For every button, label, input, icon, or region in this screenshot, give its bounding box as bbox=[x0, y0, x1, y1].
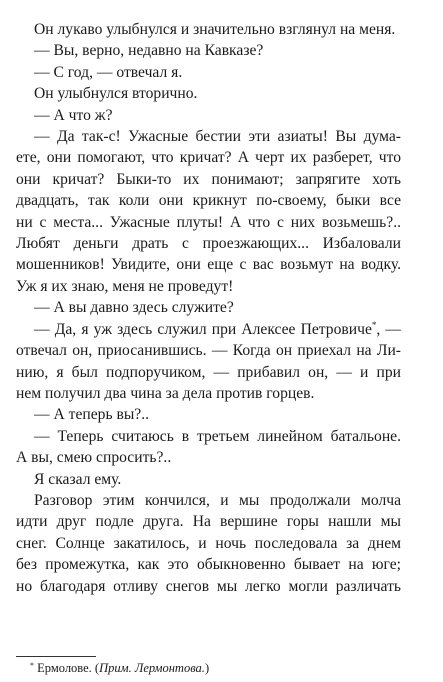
footnote bbox=[30, 661, 209, 676]
text-line bbox=[16, 319, 401, 340]
text-line: — А вы давно здесь служите? bbox=[34, 299, 234, 317]
text-line: снег. Солнце закатилось, и ночь последовала за днем bbox=[16, 534, 401, 552]
text-line: — А что ж? bbox=[34, 106, 113, 124]
text-line: отвечал он, приосанившись. — Когда он приехал на Ли- bbox=[16, 342, 401, 360]
paragraph bbox=[16, 490, 401, 597]
paragraph bbox=[16, 126, 401, 297]
text-line: нем получил два чина за дела против горцев. bbox=[16, 384, 315, 402]
paragraph bbox=[16, 83, 401, 104]
footnote-reference: * bbox=[371, 319, 377, 330]
text-line-part: — Да, я уж здесь служил при Алексее Петровиче bbox=[34, 320, 372, 338]
text-line: Он лукаво улыбнулся и значительно взглянул на меня. bbox=[34, 21, 396, 38]
text-line: но благодаря отливу снегов мы легко могли различать bbox=[16, 577, 401, 595]
text-line: Я сказал ему. bbox=[34, 470, 122, 488]
text-line: А вы, смею спросить?.. bbox=[16, 449, 172, 467]
footnote-note-italic: Прим. Лермонтова. bbox=[99, 661, 205, 675]
text-line: Он улыбнулся вторично. bbox=[34, 85, 198, 103]
paragraph bbox=[16, 426, 401, 469]
paragraph bbox=[16, 19, 401, 40]
text-line: мошенников! Увидите, они еще с вас возьмут на водку. bbox=[16, 256, 401, 274]
text-line: — А теперь вы?.. bbox=[34, 406, 150, 424]
text-line: — Теперь считаюсь в третьем линейном батальоне. bbox=[34, 427, 401, 445]
text-line: — С год, — отвечал я. bbox=[34, 63, 183, 81]
paragraph bbox=[16, 404, 401, 425]
text-line: двадцать, так коли они крикнут по-своему, быки все bbox=[16, 192, 401, 210]
text-line: нию, я был подпоручиком, — прибавил он, — и при bbox=[16, 363, 401, 381]
text-line: Любят деньги драть с проезжающих... Избаловали bbox=[16, 235, 401, 253]
paragraph bbox=[16, 40, 401, 61]
text-line: Уж я их знаю, меня не проведут! bbox=[16, 277, 234, 295]
paragraph bbox=[16, 319, 401, 405]
paragraph bbox=[16, 297, 401, 318]
text-line: они кричат? Быки-то их понимают; запрягите хоть bbox=[16, 170, 401, 188]
text-line: без промежутка, как это обыкновенно бывает на юге; bbox=[16, 556, 401, 574]
footnote-divider bbox=[16, 656, 96, 657]
text-line: Разговор этим кончился, и мы продолжали молча bbox=[34, 491, 401, 509]
body-text bbox=[16, 19, 401, 597]
paragraph bbox=[16, 62, 401, 83]
text-line: — Да так-с! Ужасные бестии эти азиаты! Вы дума- bbox=[34, 128, 401, 146]
footnote-text: Ермолове. ( bbox=[37, 661, 100, 675]
footnote-close: ) bbox=[204, 661, 210, 675]
footnote-marker: * bbox=[30, 661, 34, 670]
text-line-part: , — bbox=[376, 320, 402, 338]
paragraph bbox=[16, 469, 401, 490]
text-line: идти друг подле друга. На вершине горы нашли мы bbox=[16, 513, 401, 531]
paragraph bbox=[16, 105, 401, 126]
text-line: ете, они помогают, что кричат? А черт их разберет, что bbox=[16, 149, 401, 167]
text-line: — Вы, верно, недавно на Кавказе? bbox=[34, 42, 264, 60]
text-line: ни с места... Ужасные плуты! А что с них возьмешь?.. bbox=[16, 213, 401, 231]
